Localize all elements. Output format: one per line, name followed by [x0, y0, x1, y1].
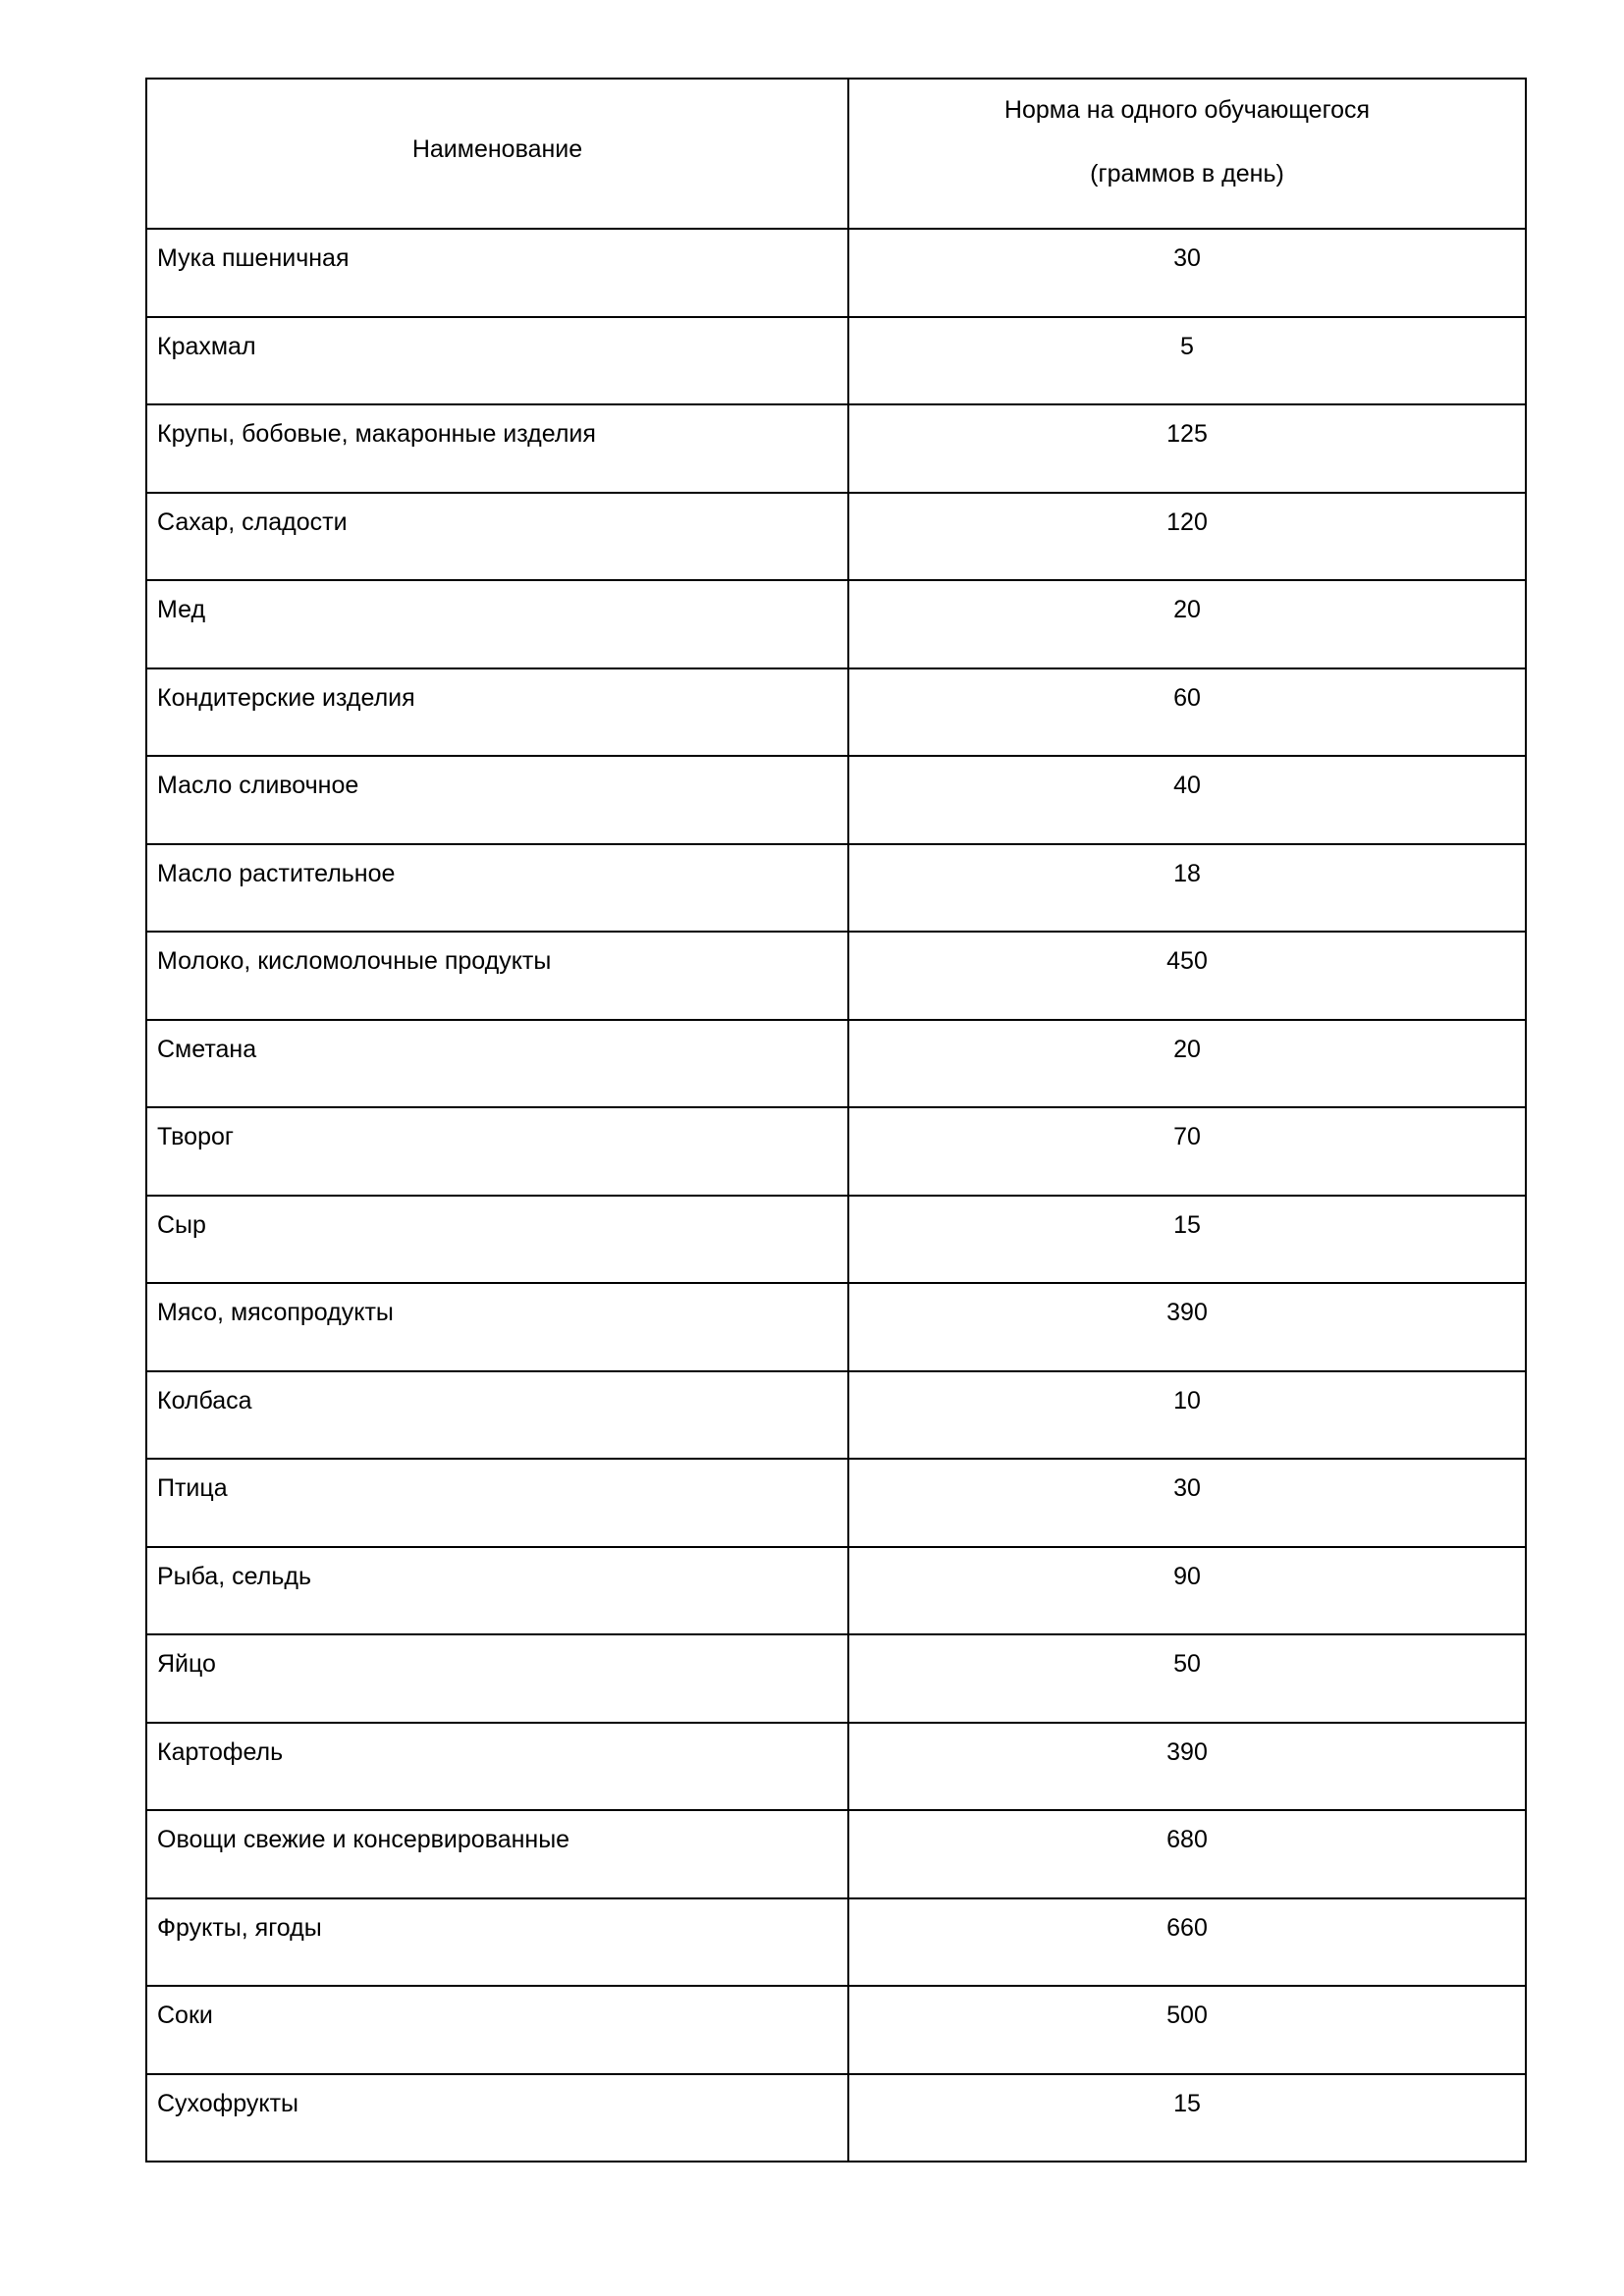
- row-norm-value: 390: [848, 1723, 1526, 1811]
- table-row: [146, 1810, 1526, 1898]
- row-product-name: Масло сливочное: [146, 756, 848, 844]
- row-product-name: Крахмал: [146, 317, 848, 405]
- header-norm-cell: [848, 79, 1526, 229]
- row-norm-value: 15: [848, 2074, 1526, 2163]
- row-product-name: Мука пшеничная: [146, 229, 848, 317]
- row-norm-value: 120: [848, 493, 1526, 581]
- row-product-name: Птица: [146, 1459, 848, 1547]
- row-norm-value: 125: [848, 404, 1526, 493]
- table-header: [146, 79, 1526, 229]
- row-product-name: Мед: [146, 580, 848, 668]
- header-norm-label: Норма на одного обучающегося: [1003, 96, 1371, 124]
- table-row: [146, 1020, 1526, 1108]
- row-product-name: Мясо, мясопродукты: [146, 1283, 848, 1371]
- row-product-name: Сметана: [146, 1020, 848, 1108]
- row-norm-value: 70: [848, 1107, 1526, 1196]
- header-name-label: Наименование: [411, 134, 583, 163]
- table-row: [146, 2074, 1526, 2163]
- row-product-name: Картофель: [146, 1723, 848, 1811]
- row-norm-value: 18: [848, 844, 1526, 933]
- row-norm-value: 30: [848, 1459, 1526, 1547]
- row-product-name: Молоко, кисломолочные продукты: [146, 932, 848, 1020]
- row-product-name: Сухофрукты: [146, 2074, 848, 2163]
- row-norm-value: 680: [848, 1810, 1526, 1898]
- table-row: [146, 1459, 1526, 1547]
- table-row: [146, 1986, 1526, 2074]
- row-product-name: Кондитерские изделия: [146, 668, 848, 757]
- row-product-name: Сыр: [146, 1196, 848, 1284]
- table-row: [146, 756, 1526, 844]
- row-product-name: Крупы, бобовые, макаронные изделия: [146, 404, 848, 493]
- row-norm-value: 660: [848, 1898, 1526, 1987]
- table-row: [146, 932, 1526, 1020]
- food-norms-table: [145, 78, 1527, 2163]
- table-row: [146, 404, 1526, 493]
- table-row: [146, 1196, 1526, 1284]
- row-product-name: Творог: [146, 1107, 848, 1196]
- table-row: [146, 1723, 1526, 1811]
- row-norm-value: 60: [848, 668, 1526, 757]
- table-row: [146, 1547, 1526, 1635]
- header-norm-unit: (граммов в день): [1090, 160, 1284, 187]
- row-norm-value: 30: [848, 229, 1526, 317]
- table-row: [146, 1634, 1526, 1723]
- row-product-name: Овощи свежие и консервированные: [146, 1810, 848, 1898]
- table-row: [146, 493, 1526, 581]
- row-norm-value: 5: [848, 317, 1526, 405]
- row-norm-value: 20: [848, 580, 1526, 668]
- table-body: [146, 229, 1526, 2162]
- row-product-name: Соки: [146, 1986, 848, 2074]
- table-row: [146, 1283, 1526, 1371]
- table-row: [146, 229, 1526, 317]
- header-name-cell: [146, 79, 848, 229]
- row-product-name: Масло растительное: [146, 844, 848, 933]
- table-row: [146, 317, 1526, 405]
- row-product-name: Колбаса: [146, 1371, 848, 1460]
- table-row: [146, 1898, 1526, 1987]
- row-product-name: Яйцо: [146, 1634, 848, 1723]
- row-norm-value: 90: [848, 1547, 1526, 1635]
- row-norm-value: 50: [848, 1634, 1526, 1723]
- row-norm-value: 500: [848, 1986, 1526, 2074]
- header-row: [146, 79, 1526, 229]
- table-row: [146, 1107, 1526, 1196]
- row-norm-value: 20: [848, 1020, 1526, 1108]
- row-product-name: Сахар, сладости: [146, 493, 848, 581]
- table-row: [146, 668, 1526, 757]
- table-row: [146, 580, 1526, 668]
- row-norm-value: 15: [848, 1196, 1526, 1284]
- table-row: [146, 844, 1526, 933]
- row-norm-value: 450: [848, 932, 1526, 1020]
- table-row: [146, 1371, 1526, 1460]
- row-product-name: Рыба, сельдь: [146, 1547, 848, 1635]
- row-norm-value: 10: [848, 1371, 1526, 1460]
- row-norm-value: 40: [848, 756, 1526, 844]
- row-product-name: Фрукты, ягоды: [146, 1898, 848, 1987]
- row-norm-value: 390: [848, 1283, 1526, 1371]
